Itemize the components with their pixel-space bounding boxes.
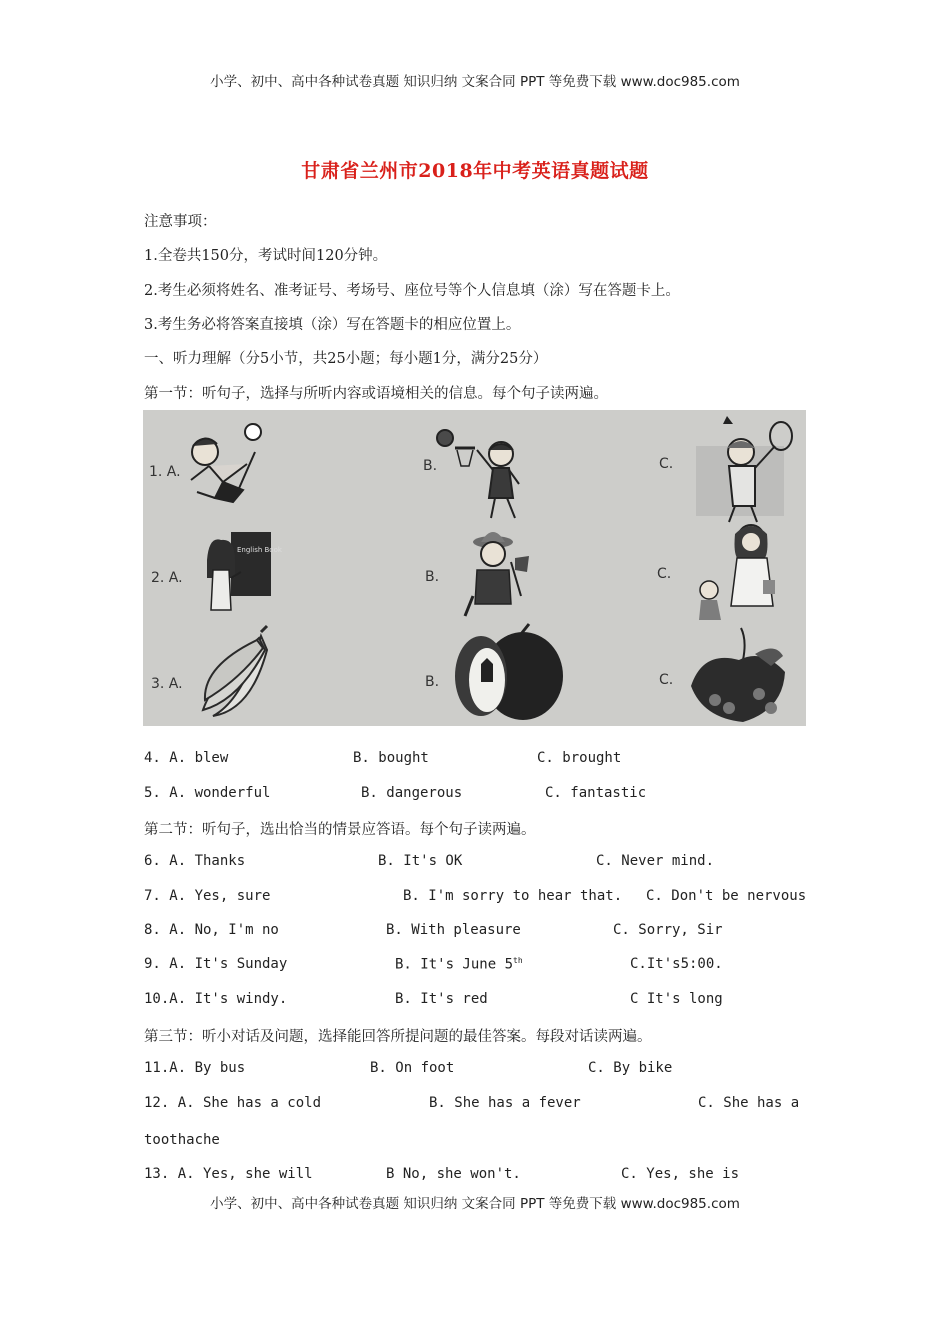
page-header: 小学、初中、高中各种试卷真题 知识归纳 文案合同 PPT 等免费下载 www.doc985.com xyxy=(210,74,740,90)
option-c: C. She has a xyxy=(698,1095,800,1111)
page-footer: 小学、初中、高中各种试卷真题 知识归纳 文案合同 PPT 等免费下载 www.doc985.com xyxy=(210,1196,740,1212)
option-c: C. brought xyxy=(537,750,622,766)
option-label: C. xyxy=(659,672,674,688)
question-row-continuation xyxy=(144,1132,824,1154)
option-a: 13. A. Yes, she will xyxy=(144,1166,313,1182)
option-c: C. Sorry, Sir xyxy=(613,922,723,938)
part-heading: 一、听力理解（分5小节，共25小题；每小题1分，满分25分） xyxy=(144,351,548,367)
option-c: C. Don't be nervous xyxy=(646,888,807,904)
option-c: C It's long xyxy=(630,991,723,1007)
option-label: 1. A. xyxy=(149,464,181,480)
option-label: C. xyxy=(659,456,674,472)
option-b: B. It's June 5th xyxy=(395,956,523,973)
option-b: B No, she won't. xyxy=(386,1166,521,1182)
option-a: 6. A. Thanks xyxy=(144,853,246,869)
option-a: 10.A. It's windy. xyxy=(144,991,288,1007)
option-b: B. It's red xyxy=(395,991,488,1007)
note-item: 2.考生必须将姓名、准考证号、考场号、座位号等个人信息填（涂）写在答题卡上。 xyxy=(144,283,680,299)
section-heading: 第一节：听句子，选择与所听内容或语境相关的信息。每个句子读两遍。 xyxy=(144,386,608,402)
option-label: B. xyxy=(425,674,440,690)
option-b: B. She has a fever xyxy=(429,1095,581,1111)
option-b: B. I'm sorry to hear that. xyxy=(403,888,623,904)
listening-pictures xyxy=(143,410,806,726)
note-item: 3.考生务必将答案直接填（涂）写在答题卡的相应位置上。 xyxy=(144,317,521,333)
option-a: 9. A. It's Sunday xyxy=(144,956,288,972)
option-c-continued: toothache xyxy=(144,1132,220,1148)
note-item: 1.全卷共150分，考试时间120分钟。 xyxy=(144,248,388,264)
option-a: 7. A. Yes, sure xyxy=(144,888,271,904)
option-label: C. xyxy=(657,566,672,582)
question-row xyxy=(144,1166,824,1188)
option-label: B. xyxy=(423,458,438,474)
option-b: B. bought xyxy=(353,750,429,766)
question-row xyxy=(144,922,824,944)
question-row xyxy=(144,785,824,807)
option-b: B. dangerous xyxy=(361,785,463,801)
option-c: C.It's5:00. xyxy=(630,956,723,972)
option-b: B. On foot xyxy=(370,1060,455,1076)
svg-text:English Book: English Book xyxy=(237,546,282,554)
option-a: 12. A. She has a cold xyxy=(144,1095,322,1111)
option-a: 4. A. blew xyxy=(144,750,229,766)
notes-heading: 注意事项： xyxy=(144,214,217,230)
question-row xyxy=(144,888,824,910)
section-heading: 第三节：听小对话及问题，选择能回答所提问题的最佳答案。每段对话读两遍。 xyxy=(144,1029,652,1045)
option-c: C. fantastic xyxy=(545,785,647,801)
page-title: 甘肃省兰州市2018年中考英语真题试题 xyxy=(301,160,649,182)
option-label: 2. A. xyxy=(151,570,183,586)
option-label: 3. A. xyxy=(151,676,183,692)
option-label: B. xyxy=(425,569,440,585)
option-a: 8. A. No, I'm no xyxy=(144,922,279,938)
option-c: C. By bike xyxy=(588,1060,673,1076)
option-c: C. Never mind. xyxy=(596,853,715,869)
option-b: B. With pleasure xyxy=(386,922,521,938)
option-c: C. Yes, she is xyxy=(621,1166,740,1182)
question-row xyxy=(144,1060,824,1082)
section-heading: 第二节：听句子，选出恰当的情景应答语。每个句子读两遍。 xyxy=(144,822,536,838)
question-row xyxy=(144,956,824,978)
option-b: B. It's OK xyxy=(378,853,463,869)
question-row xyxy=(144,750,824,772)
option-a: 11.A. By bus xyxy=(144,1060,246,1076)
question-row xyxy=(144,853,824,875)
question-row xyxy=(144,991,824,1013)
option-a: 5. A. wonderful xyxy=(144,785,271,801)
question-row xyxy=(144,1095,824,1117)
